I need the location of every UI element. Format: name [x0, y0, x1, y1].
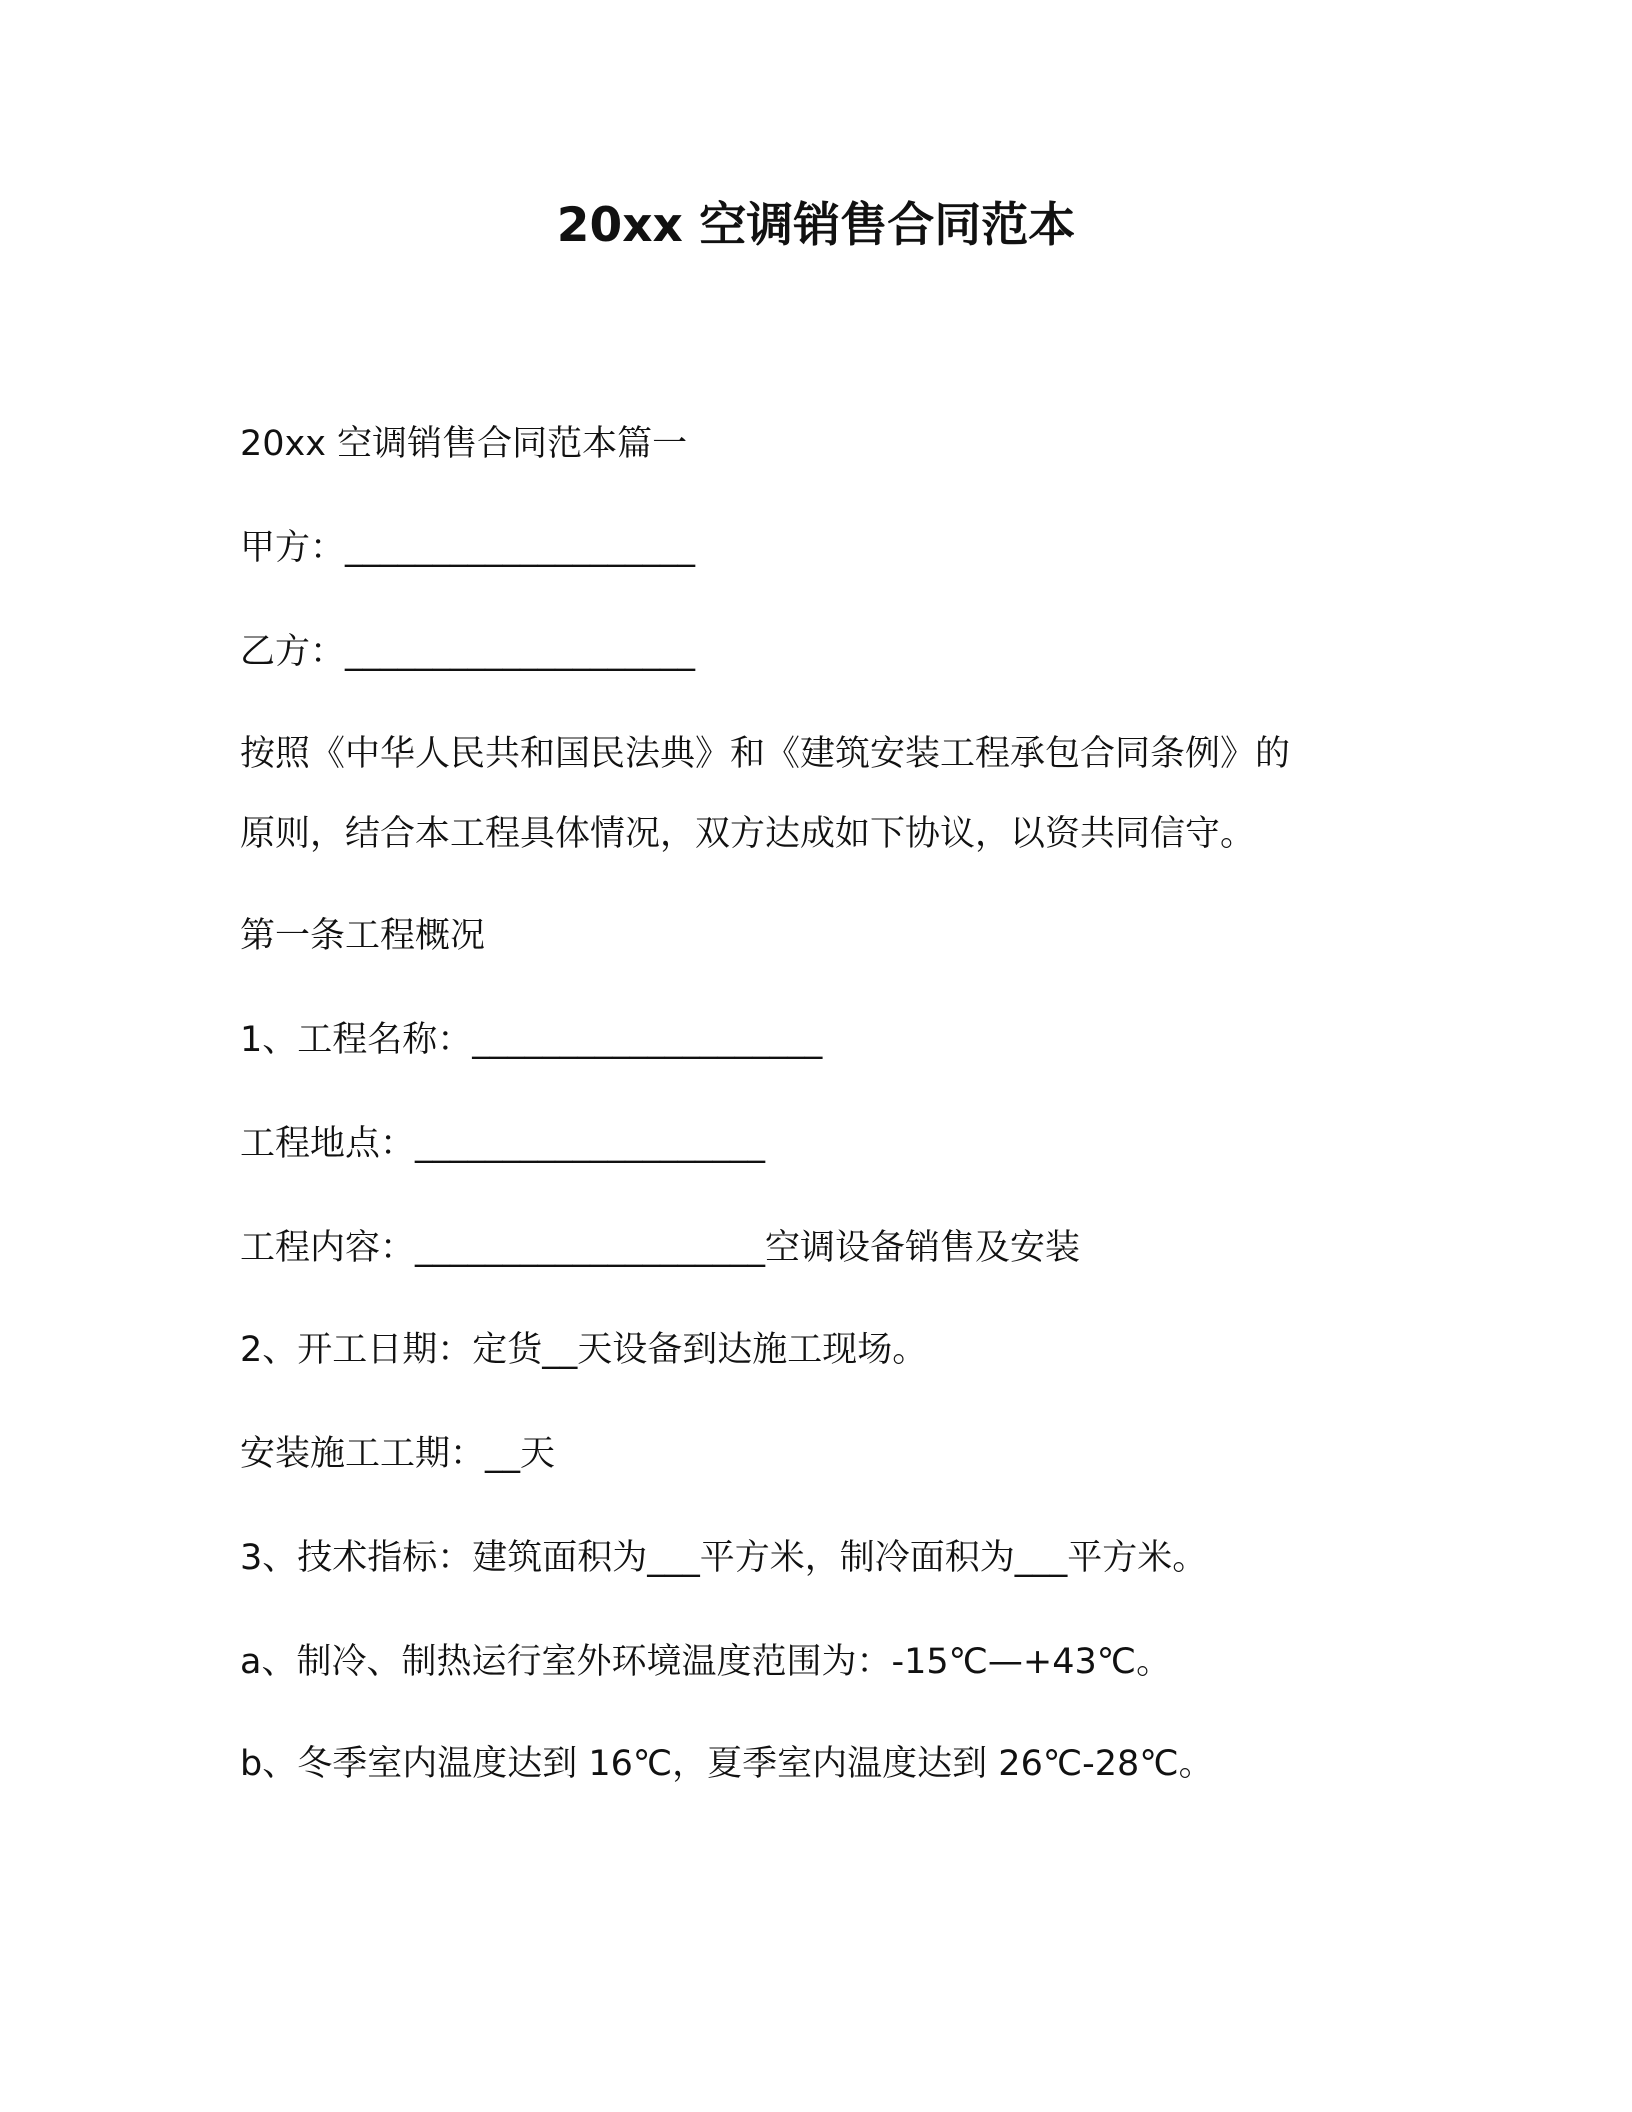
document-title: 20xx 空调销售合同范本: [556, 198, 1076, 253]
project-name-line: 1、工程名称：____________________: [240, 1020, 823, 1060]
installation-period-line: 安装施工工期：__天: [240, 1434, 556, 1474]
section-heading-part-one: 20xx 空调销售合同范本篇一: [240, 424, 688, 464]
preamble-line-1: 按照《中华人民共和国民法典》和《建筑安装工程承包合同条例》的: [240, 734, 1291, 774]
outdoor-temp-range-line: a、制冷、制热运行室外环境温度范围为：-15℃—+43℃。: [240, 1642, 1172, 1682]
start-date-line: 2、开工日期：定货__天设备到达施工现场。: [240, 1330, 928, 1370]
project-content-line: 工程内容：____________________空调设备销售及安装: [240, 1228, 1081, 1268]
preamble-line-2: 原则，结合本工程具体情况，双方达成如下协议，以资共同信守。: [240, 814, 1256, 854]
party-a-line: 甲方：____________________: [240, 528, 696, 568]
project-location-line: 工程地点：____________________: [240, 1124, 766, 1164]
technical-spec-line: 3、技术指标：建筑面积为___平方米，制冷面积为___平方米。: [240, 1538, 1208, 1578]
article-one-heading: 第一条工程概况: [240, 916, 486, 956]
party-b-line: 乙方：____________________: [240, 632, 696, 672]
indoor-temp-line: b、冬季室内温度达到 16℃，夏季室内温度达到 26℃-28℃。: [240, 1744, 1214, 1784]
